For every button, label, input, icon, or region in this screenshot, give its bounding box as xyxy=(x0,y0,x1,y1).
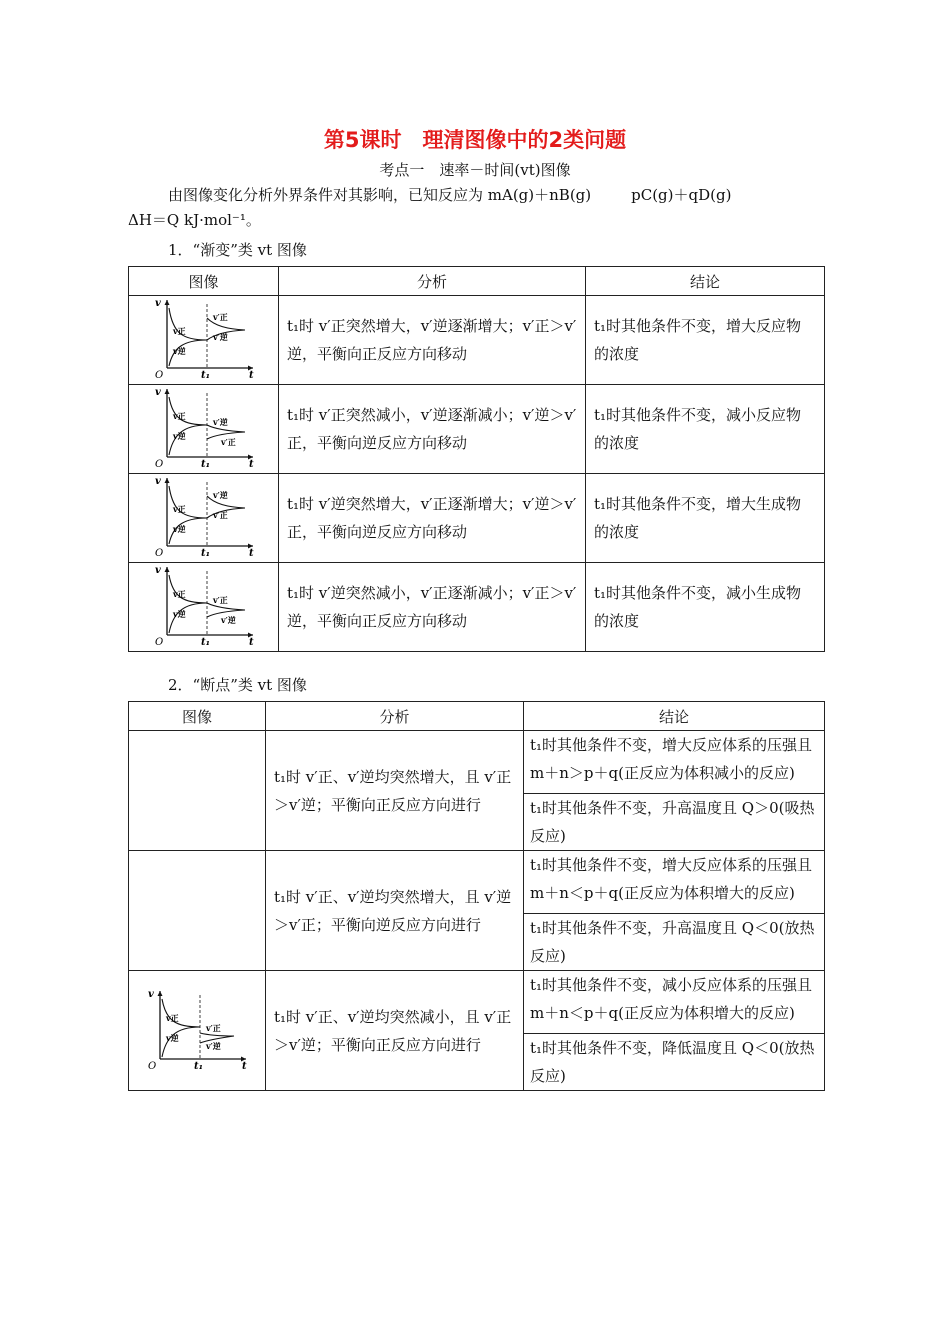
curve-label-a: v正 xyxy=(172,411,186,421)
table-row xyxy=(129,385,825,474)
curve-label-c: v′逆 xyxy=(212,417,228,427)
table-row xyxy=(129,474,825,563)
curve-label-c: v′正 xyxy=(206,1022,221,1033)
graph-cell xyxy=(129,474,279,563)
axis-t-label: t xyxy=(248,548,254,558)
axis-v-label: v xyxy=(154,476,161,487)
axis-t-label: t xyxy=(242,1060,247,1071)
axis-t-label: t xyxy=(248,459,254,469)
curve-label-a: v正 xyxy=(166,1012,179,1023)
vt-graph-5 xyxy=(142,987,252,1071)
graph-cell xyxy=(129,296,279,385)
curve-label-a: v正 xyxy=(172,326,186,336)
analysis-cell: t₁时 v′正、v′逆均突然增大，且 v′正＞v′逆；平衡向正反应方向进行 xyxy=(266,731,524,851)
graph-cell xyxy=(129,971,266,1091)
table-row xyxy=(129,296,825,385)
graph-cell-empty xyxy=(129,731,266,851)
curve-label-c: v′正 xyxy=(212,595,228,605)
analysis-cell: t₁时 v′正、v′逆均突然增大，且 v′逆＞v′正；平衡向逆反应方向进行 xyxy=(266,851,524,971)
curve-label-c: v′逆 xyxy=(212,490,228,500)
intro-line-2: ΔH＝Q kJ·mol⁻¹。 xyxy=(128,211,261,229)
header-analysis: 分析 xyxy=(266,702,524,731)
curve-label-d: v′逆 xyxy=(220,615,236,625)
vt-graph-1 xyxy=(149,296,259,380)
table-row xyxy=(129,563,825,652)
conclusion-cell: t₁时其他条件不变，增大生成物的浓度 xyxy=(586,474,825,563)
axis-t-label: t xyxy=(248,370,254,380)
conclusion-cell: t₁时其他条件不变，减小生成物的浓度 xyxy=(586,563,825,652)
header-graph: 图像 xyxy=(129,267,279,296)
header-conclusion: 结论 xyxy=(524,702,825,731)
origin-label: O xyxy=(154,459,163,469)
table-row xyxy=(129,851,825,914)
table-row xyxy=(129,731,825,794)
curve-label-a: v正 xyxy=(172,589,186,599)
analysis-cell: t₁时 v′正突然增大，v′逆逐渐增大；v′正＞v′逆，平衡向正反应方向移动 xyxy=(279,296,586,385)
intro-text-1b: pC(g)＋qD(g) xyxy=(631,186,732,204)
origin-label: O xyxy=(148,1060,157,1071)
vt-graph-4 xyxy=(149,563,259,647)
curve-label-b: v逆 xyxy=(172,609,186,619)
conclusion-cell: t₁时其他条件不变，增大反应物的浓度 xyxy=(586,296,825,385)
axis-t-label: t xyxy=(248,637,254,647)
header-graph: 图像 xyxy=(129,702,266,731)
analysis-cell: t₁时 v′正、v′逆均突然减小，且 v′正＞v′逆；平衡向正反应方向进行 xyxy=(266,971,524,1091)
conclusion-cell: t₁时其他条件不变，增大反应体系的压强且 m＋n＜p＋q(正反应为体积增大的反应) xyxy=(524,851,825,914)
graph-cell xyxy=(129,385,279,474)
curve-label-b: v逆 xyxy=(172,524,186,534)
intro-text-1a: 由图像变化分析外界条件对其影响，已知反应为 mA(g)＋nB(g) xyxy=(168,186,592,204)
curve-label-c: v′正 xyxy=(212,312,228,322)
origin-label: O xyxy=(154,548,163,558)
table-row xyxy=(129,971,825,1034)
curve-label-d: v′正 xyxy=(212,510,228,520)
t1-label: t₁ xyxy=(200,548,210,558)
curve-label-d: v′逆 xyxy=(206,1040,221,1051)
conclusion-cell: t₁时其他条件不变，减小反应体系的压强且 m＋n＜p＋q(正反应为体积增大的反应) xyxy=(524,971,825,1034)
graph-cell xyxy=(129,563,279,652)
conclusion-cell: t₁时其他条件不变，升高温度且 Q＜0(放热反应) xyxy=(524,914,825,971)
curve-label-b: v逆 xyxy=(166,1032,179,1043)
t1-label: t₁ xyxy=(194,1060,203,1071)
curve-label-b: v逆 xyxy=(172,346,186,356)
gradual-change-table xyxy=(128,266,825,652)
graph-cell-empty xyxy=(129,851,266,971)
origin-label: O xyxy=(154,637,163,647)
header-conclusion: 结论 xyxy=(586,267,825,296)
axis-v-label: v xyxy=(154,298,161,309)
vt-graph-3 xyxy=(149,474,259,558)
analysis-cell: t₁时 v′逆突然增大，v′正逐渐增大；v′逆＞v′正，平衡向逆反应方向移动 xyxy=(279,474,586,563)
conclusion-cell: t₁时其他条件不变，增大反应体系的压强且 m＋n＞p＋q(正反应为体积减小的反应) xyxy=(524,731,825,794)
intro-line-1 xyxy=(168,184,731,205)
origin-label: O xyxy=(154,370,163,380)
analysis-cell: t₁时 v′逆突然减小，v′正逐渐减小；v′正＞v′逆，平衡向正反应方向移动 xyxy=(279,563,586,652)
curve-label-a: v正 xyxy=(172,504,186,514)
axis-v-label: v xyxy=(154,387,161,398)
section-1-heading: 1．“渐变”类 vt 图像 xyxy=(168,241,307,259)
breakpoint-table xyxy=(128,701,825,1091)
header-analysis: 分析 xyxy=(279,267,586,296)
subtitle: 考点一 速率－时间(vt)图像 xyxy=(379,161,571,179)
curve-label-b: v逆 xyxy=(172,431,186,441)
axis-v-label: v xyxy=(148,988,154,1000)
vt-graph-2 xyxy=(149,385,259,469)
curve-label-d: v′正 xyxy=(220,437,236,447)
page-title: 第5课时 理清图像中的2类问题 xyxy=(323,128,627,152)
t1-label: t₁ xyxy=(200,370,210,380)
t1-label: t₁ xyxy=(200,459,210,469)
axis-v-label: v xyxy=(154,565,161,576)
curve-label-d: v′逆 xyxy=(212,332,228,342)
analysis-cell: t₁时 v′正突然减小，v′逆逐渐减小；v′逆＞v′正，平衡向逆反应方向移动 xyxy=(279,385,586,474)
conclusion-cell: t₁时其他条件不变，升高温度且 Q＞0(吸热反应) xyxy=(524,794,825,851)
section-2-heading: 2．“断点”类 vt 图像 xyxy=(168,676,307,694)
t1-label: t₁ xyxy=(200,637,210,647)
conclusion-cell: t₁时其他条件不变，减小反应物的浓度 xyxy=(586,385,825,474)
conclusion-cell: t₁时其他条件不变，降低温度且 Q＜0(放热反应) xyxy=(524,1034,825,1091)
